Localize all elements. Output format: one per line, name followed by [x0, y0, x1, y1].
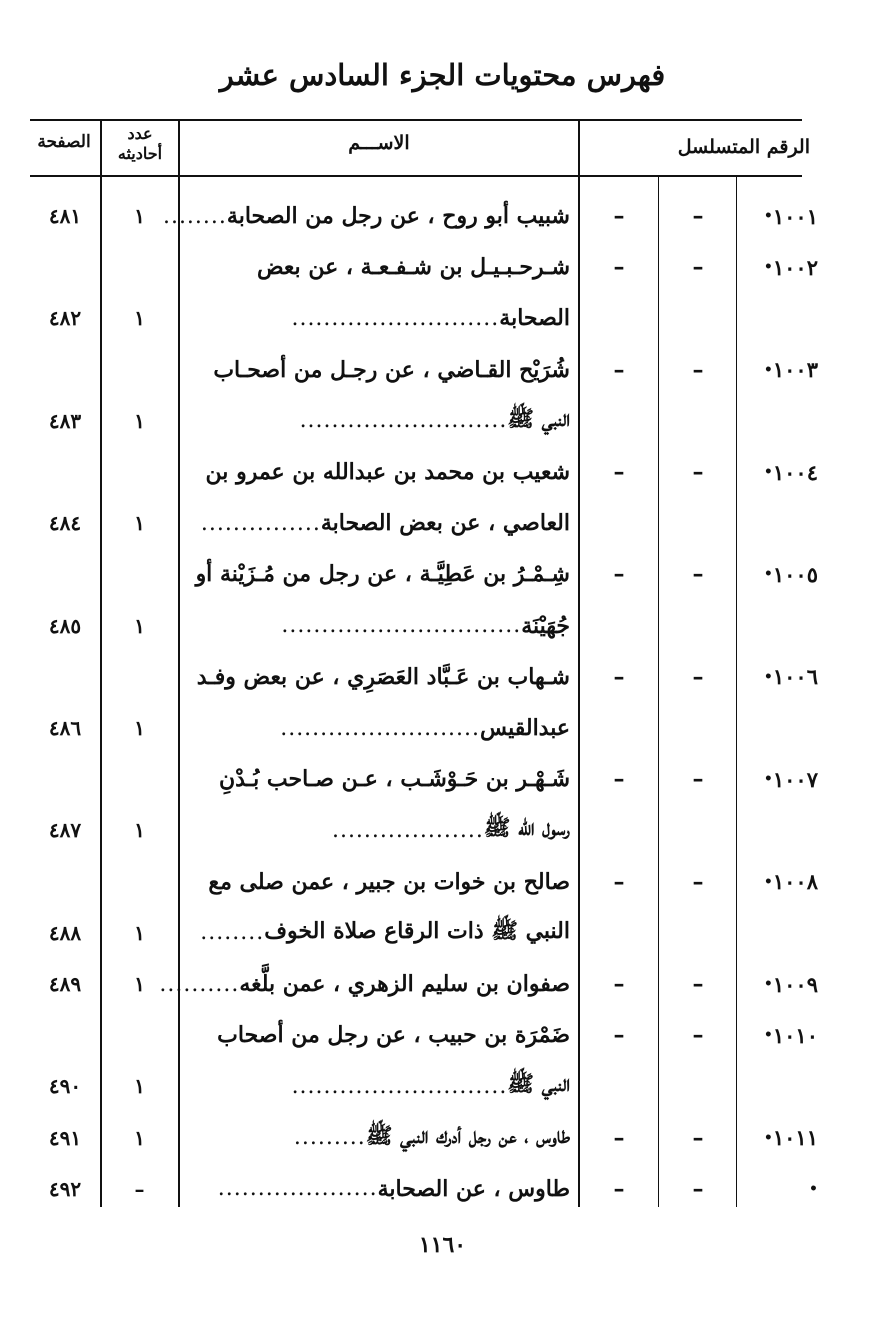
- table-row: [0, 1112, 885, 1164]
- hadith-count: ١: [134, 408, 145, 433]
- serial-sub-2: [662, 907, 734, 959]
- serial-sub-2: –: [692, 356, 704, 383]
- entry-name-text: صفوان بن سليم الزهري ، عمن بلَّغه: [239, 971, 570, 997]
- serial-value: ١٠٠٦: [772, 664, 818, 690]
- serial-number: [738, 548, 818, 600]
- entry-name: [184, 1163, 570, 1215]
- serial-sub-2: –: [692, 1124, 704, 1151]
- header-count-line1: عدد: [127, 124, 153, 143]
- header-count: [102, 124, 178, 164]
- hadith-count: ١: [134, 1074, 145, 1099]
- table-row: [0, 856, 885, 908]
- entry-name: [184, 344, 570, 396]
- entry-name: [184, 651, 570, 703]
- page-ref: ٤٨٤: [48, 511, 82, 536]
- leader-dots: ...........................: [291, 1073, 508, 1099]
- entry-name-text: شـرحـبـيـل بن شـفـعـة ، عن بعض: [256, 254, 570, 281]
- bullet-icon: •: [763, 259, 773, 276]
- header-count-line2: أحاديثه: [117, 144, 163, 163]
- bullet-icon: •: [763, 771, 773, 788]
- serial-number: [738, 292, 818, 344]
- page-ref: [30, 753, 100, 805]
- page-ref: ٤٨٧: [48, 818, 82, 843]
- serial-sub-2: [662, 804, 734, 856]
- serial-number: [738, 446, 818, 498]
- table-row: [0, 497, 885, 549]
- serial-sub-2: –: [692, 459, 704, 485]
- page-ref: [30, 344, 100, 396]
- serial-sub-1: [585, 600, 653, 652]
- hadith-count: ١: [134, 972, 145, 996]
- page-ref: [30, 548, 100, 600]
- table-row: [0, 292, 885, 344]
- entry-name: [184, 753, 570, 805]
- entry-name-text: طاوس ، عن الصحابة: [377, 1175, 570, 1202]
- serial-value: ١٠٠٥: [772, 561, 818, 587]
- bullet-icon: •: [763, 668, 773, 685]
- entry-name: [184, 446, 570, 498]
- leader-dots: ..............................: [281, 613, 522, 639]
- bullet-icon: •: [763, 208, 773, 224]
- entry-name-text: ضَمْرَة بن حبيب ، عن رجل من أصحاب: [217, 1022, 570, 1049]
- serial-sub-2: –: [692, 1175, 704, 1202]
- serial-number: [738, 958, 818, 1010]
- serial-number: [738, 804, 818, 856]
- serial-sub-1: –: [613, 868, 625, 895]
- serial-sub-1: [585, 395, 653, 447]
- hadith-count: [103, 548, 176, 600]
- entry-name-text: النبي ﷺ ذات الرقاع صلاة الخوف: [264, 917, 570, 944]
- hadith-count: ١: [134, 204, 145, 228]
- serial-value: ١٠٠٢: [772, 254, 818, 280]
- hadith-count: ١: [134, 818, 145, 843]
- serial-sub-2: –: [692, 561, 704, 588]
- page-ref: [30, 1009, 100, 1061]
- serial-value: ١٠٠٨: [772, 869, 818, 895]
- entry-name: [184, 241, 570, 293]
- serial-number: [738, 497, 818, 549]
- bullet-icon: •: [763, 976, 773, 992]
- hadith-count: ١: [134, 920, 145, 945]
- serial-sub-1: –: [613, 254, 625, 281]
- table-row: [0, 1163, 885, 1215]
- entry-name: [184, 548, 570, 600]
- entry-name: [159, 958, 570, 1010]
- serial-sub-2: –: [692, 971, 704, 997]
- entry-name-text: رسول الله ﷺ: [483, 815, 570, 842]
- hadith-count: ١: [134, 1125, 145, 1150]
- hadith-count: ١: [134, 511, 145, 536]
- entry-name-text: الصحابة: [499, 305, 570, 332]
- serial-number: [738, 702, 818, 754]
- table-row: [0, 651, 885, 703]
- entry-name: [184, 395, 570, 447]
- table-row: [0, 702, 885, 754]
- bullet-icon: •: [763, 1129, 773, 1146]
- entry-name-text: النبي ﷺ: [507, 405, 570, 432]
- serial-sub-1: –: [613, 356, 625, 383]
- serial-number: [738, 1060, 818, 1112]
- entry-name: [184, 600, 570, 652]
- entry-name-text: شعيب بن محمد بن عبدالله بن عمرو بن: [205, 459, 570, 485]
- leader-dots: ........: [200, 920, 265, 946]
- serial-sub-1: [585, 497, 653, 549]
- table-row: [0, 241, 885, 293]
- page-ref: ٤٩٠: [48, 1074, 82, 1099]
- table-row: [0, 1060, 885, 1112]
- serial-sub-1: –: [613, 561, 625, 588]
- serial-number: [738, 241, 818, 293]
- entry-name-text: شِـمْـرُ بن عَطِيَّـة ، عن رجل من مُـزَيْنة أو: [195, 561, 570, 588]
- serial-value: ١٠٠٧: [772, 766, 818, 792]
- entry-name: [162, 190, 570, 242]
- entry-name: [184, 1112, 570, 1164]
- page-ref: ٤٨٦: [48, 716, 82, 740]
- serial-sub-2: –: [692, 663, 704, 690]
- serial-number: [738, 1009, 818, 1061]
- page-ref: [30, 446, 100, 498]
- serial-sub-2: [662, 292, 734, 344]
- table-header-rule: [30, 175, 802, 177]
- page-number: ١١٦٠: [418, 1232, 467, 1258]
- serial-number: [738, 907, 818, 959]
- entry-name: [184, 856, 570, 908]
- page-ref: ٤٨٥: [48, 613, 82, 638]
- entry-name-text: صالح بن خوات بن جبير ، عمن صلى مع: [208, 868, 570, 895]
- serial-sub-2: –: [692, 254, 704, 281]
- hadith-count: ١: [134, 306, 145, 331]
- entry-name-text: عبدالقيس: [480, 715, 570, 741]
- header-serial: الرقم المتسلسل: [677, 136, 810, 158]
- bullet-icon: •: [763, 464, 773, 480]
- leader-dots: ....................: [217, 1176, 378, 1202]
- serial-number: [738, 1163, 818, 1215]
- serial-sub-1: [585, 1060, 653, 1112]
- serial-value: ١٠١٠: [772, 1022, 818, 1048]
- serial-number: [738, 856, 818, 908]
- hadith-count: ١: [134, 613, 145, 638]
- serial-sub-1: [585, 702, 653, 754]
- entry-name: [184, 497, 570, 549]
- serial-number: [738, 753, 818, 805]
- leader-dots: ...................: [331, 817, 484, 843]
- entry-name-text: النبي ﷺ: [507, 1071, 570, 1098]
- serial-sub-2: [662, 600, 734, 652]
- entry-name-text: شَـهْـر بن حَـوْشَـب ، عـن صـاحب بُـدْنِ: [218, 766, 570, 793]
- serial-sub-2: [662, 1060, 734, 1112]
- table-row: [0, 804, 885, 856]
- entry-name: [184, 1060, 570, 1112]
- serial-number: [738, 395, 818, 447]
- table-top-rule: [30, 119, 802, 121]
- hadith-count: ١: [134, 716, 145, 740]
- serial-sub-2: [662, 395, 734, 447]
- serial-sub-2: –: [692, 203, 704, 229]
- entry-name: [184, 292, 570, 344]
- bullet-icon: •: [763, 1027, 773, 1044]
- header-name: الاســـم: [348, 132, 410, 154]
- leader-dots: .........................: [280, 715, 481, 741]
- serial-sub-2: –: [692, 868, 704, 895]
- entry-name-text: العاصي ، عن بعض الصحابة: [320, 510, 570, 537]
- entry-name: [184, 1009, 570, 1061]
- table-row: [0, 446, 885, 498]
- leader-dots: ..........................: [291, 305, 500, 331]
- hadith-count: [103, 651, 176, 703]
- table-row: [0, 958, 885, 1010]
- serial-sub-1: –: [613, 766, 625, 793]
- table-row: [0, 395, 885, 447]
- serial-sub-1: [585, 804, 653, 856]
- serial-sub-2: –: [692, 1022, 704, 1049]
- table-row: [0, 1009, 885, 1061]
- entry-name-text: طاوس ، عن رجل أدرك النبي ﷺ: [365, 1122, 570, 1149]
- entry-name: [184, 702, 570, 754]
- leader-dots: ...............: [200, 510, 321, 536]
- serial-sub-2: [662, 497, 734, 549]
- serial-sub-1: –: [613, 1124, 625, 1151]
- leader-dots: ..........................: [299, 408, 508, 434]
- bullet-icon: •: [763, 361, 773, 378]
- hadith-count: [103, 446, 176, 498]
- serial-value: ١٠١١: [772, 1125, 818, 1151]
- serial-number: [738, 1112, 818, 1164]
- table-row: [0, 907, 885, 959]
- serial-sub-1: –: [613, 1022, 625, 1049]
- serial-sub-1: [585, 292, 653, 344]
- entry-name-text: شبيب أبو روح ، عن رجل من الصحابة: [226, 203, 570, 229]
- bullet-icon: •: [763, 873, 773, 890]
- page-ref: ٤٨٩: [48, 972, 82, 996]
- bullet-icon: •: [763, 566, 773, 583]
- page-ref: ٤٨٨: [48, 920, 82, 945]
- serial-sub-2: –: [692, 766, 704, 793]
- bullet-icon: •: [809, 1180, 818, 1197]
- serial-sub-1: –: [613, 459, 625, 485]
- serial-number: [738, 651, 818, 703]
- serial-sub-1: –: [613, 203, 625, 229]
- serial-number: [738, 600, 818, 652]
- entry-name-text: شُرَيْح القـاضي ، عن رجـل من أصحـاب: [213, 356, 570, 383]
- entry-name: [184, 804, 570, 856]
- header-page: الصفحة: [37, 132, 91, 152]
- hadith-count: [103, 856, 176, 908]
- serial-value: ١٠٠٤: [772, 459, 818, 485]
- page-ref: [30, 651, 100, 703]
- serial-sub-2: [662, 702, 734, 754]
- entry-name-text: شـهاب بن عَـبَّاد العَصَرِي ، عن بعض وفـد: [196, 663, 570, 690]
- page-ref: [30, 856, 100, 908]
- page-ref: ٤٩١: [48, 1125, 82, 1150]
- hadith-count: [103, 753, 176, 805]
- hadith-count: –: [134, 1176, 145, 1201]
- page-ref: ٤٨١: [48, 204, 82, 228]
- page-ref: [30, 241, 100, 293]
- table-row: [0, 753, 885, 805]
- serial-value: ١٠٠٣: [772, 357, 818, 383]
- serial-number: [738, 190, 818, 242]
- page-ref: ٤٨٢: [48, 306, 82, 331]
- leader-dots: .........: [293, 1125, 366, 1151]
- entry-name-text: جُهَيْنَة: [521, 612, 570, 639]
- leader-dots: ..........: [159, 971, 240, 997]
- serial-sub-1: –: [613, 663, 625, 690]
- serial-sub-1: [585, 907, 653, 959]
- table-row: [0, 344, 885, 396]
- page-ref: ٤٩٢: [48, 1176, 82, 1201]
- serial-sub-1: –: [613, 1175, 625, 1202]
- hadith-count: [103, 344, 176, 396]
- serial-number: [738, 344, 818, 396]
- serial-value: ١٠٠١: [772, 203, 818, 229]
- hadith-count: [103, 241, 176, 293]
- table-row: [0, 548, 885, 600]
- entry-name: [184, 907, 570, 959]
- leader-dots: ........: [162, 203, 227, 229]
- serial-sub-1: –: [613, 971, 625, 997]
- table-row: [0, 600, 885, 652]
- page-ref: ٤٨٣: [48, 408, 82, 433]
- table-row: [0, 190, 885, 242]
- serial-value: ١٠٠٩: [772, 971, 818, 997]
- hadith-count: [103, 1009, 176, 1061]
- page-title: فهرس محتويات الجزء السادس عشر: [219, 58, 666, 92]
